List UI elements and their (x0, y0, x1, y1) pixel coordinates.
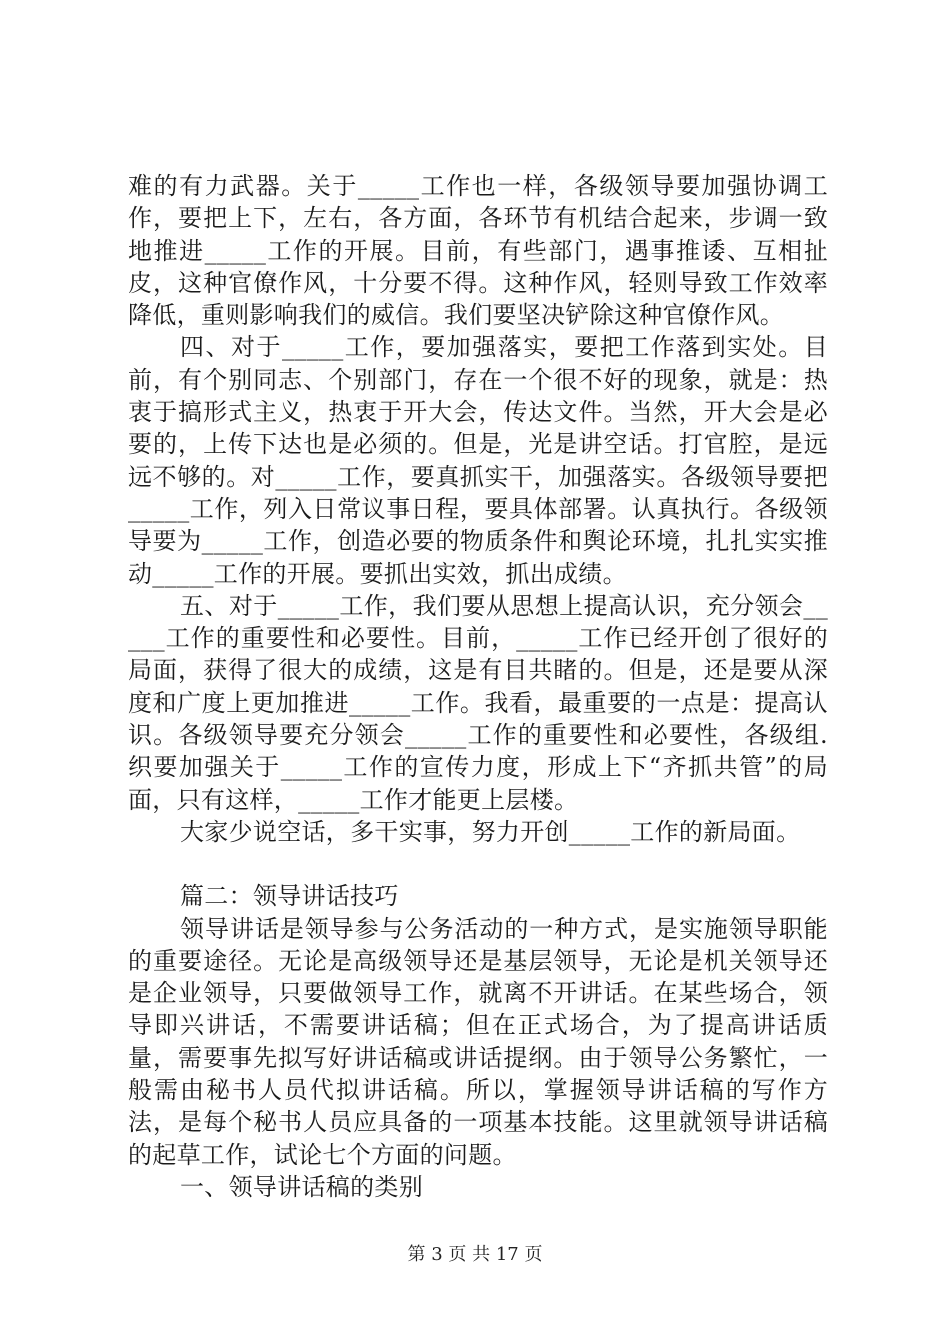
blank-line (128, 848, 828, 880)
document-body (128, 170, 828, 1203)
paragraph-continuation: 难的有力武器。关于_____工作也一样，各级领导要加强协调工作，要把上下，左右，各方面，各环节有机结合起来，步调一致地推进_____工作的开展。目前，有些部门，遇事推诿、互相扯皮，这种官僚作风，十分要不得。这种作风，轻则导致工作效率降低，重则影响我们的威信。我们要坚决铲除这种官僚作风。 (128, 172, 828, 330)
paragraph-intro: 领导讲话是领导参与公务活动的一种方式，是实施领导职能的重要途径。无论是高级领导还是基层领导，无论是机关领导还是企业领导，只要做领导工作，就离不开讲话。在某些场合，领导即兴讲话，不需要讲话稿；但在正式场合，为了提高讲话质量，需要事先拟写好讲话稿或讲话提纲。由于领导公务繁忙，一般需由秘书人员代拟讲话稿。所以，掌握领导讲话稿的写作方法，是每个秘书人员应具备的一项基本技能。这里就领导讲话稿的起草工作，试论七个方面的问题。 (128, 914, 828, 1169)
paragraph-section-five: 五、对于_____工作，我们要从思想上提高认识，充分领会_____工作的重要性和必要性。目前，_____工作已经开创了很好的局面，获得了很大的成绩，这是有目共睹的。但是，还是要从深度和广度上更加推进_____工作。我看，最重要的一点是：提高认识。各级领导要充分领会_____工作的重要性和必要性，各级组.织要加强关于_____工作的宣传力度，形成上下“齐抓共管”的局面，只有这样，_____工作才能更上层楼。 (128, 591, 828, 814)
subheading-category: 一、领导讲话稿的类别 (180, 1172, 423, 1201)
page-number-footer: 第 3 页 共 17 页 (407, 1244, 543, 1265)
paragraph-closing: 大家少说空话，多干实事，努力开创_____工作的新局面。 (180, 817, 801, 846)
paragraph-section-four: 四、对于_____工作，要加强落实，要把工作落到实处。目前，有个别同志、个别部门，存在一个很不好的现象，就是：热衷于搞形式主义，热衷于开大会，传达文件。当然，开大会是必要的，上传下达也是必须的。但是，光是讲空话。打官腔，是远远不够的。对_____工作，要真抓实干，加强落实。各级领导要把_____工作，列入日常议事日程，要具体部署。认真执行。各级领导要为_____工作，创造必要的物质条件和舆论环境，扎扎实实推动_____工作的开展。要抓出实效，抓出成绩。 (128, 333, 828, 588)
section-heading: 篇二：领导讲话技巧 (180, 882, 399, 911)
